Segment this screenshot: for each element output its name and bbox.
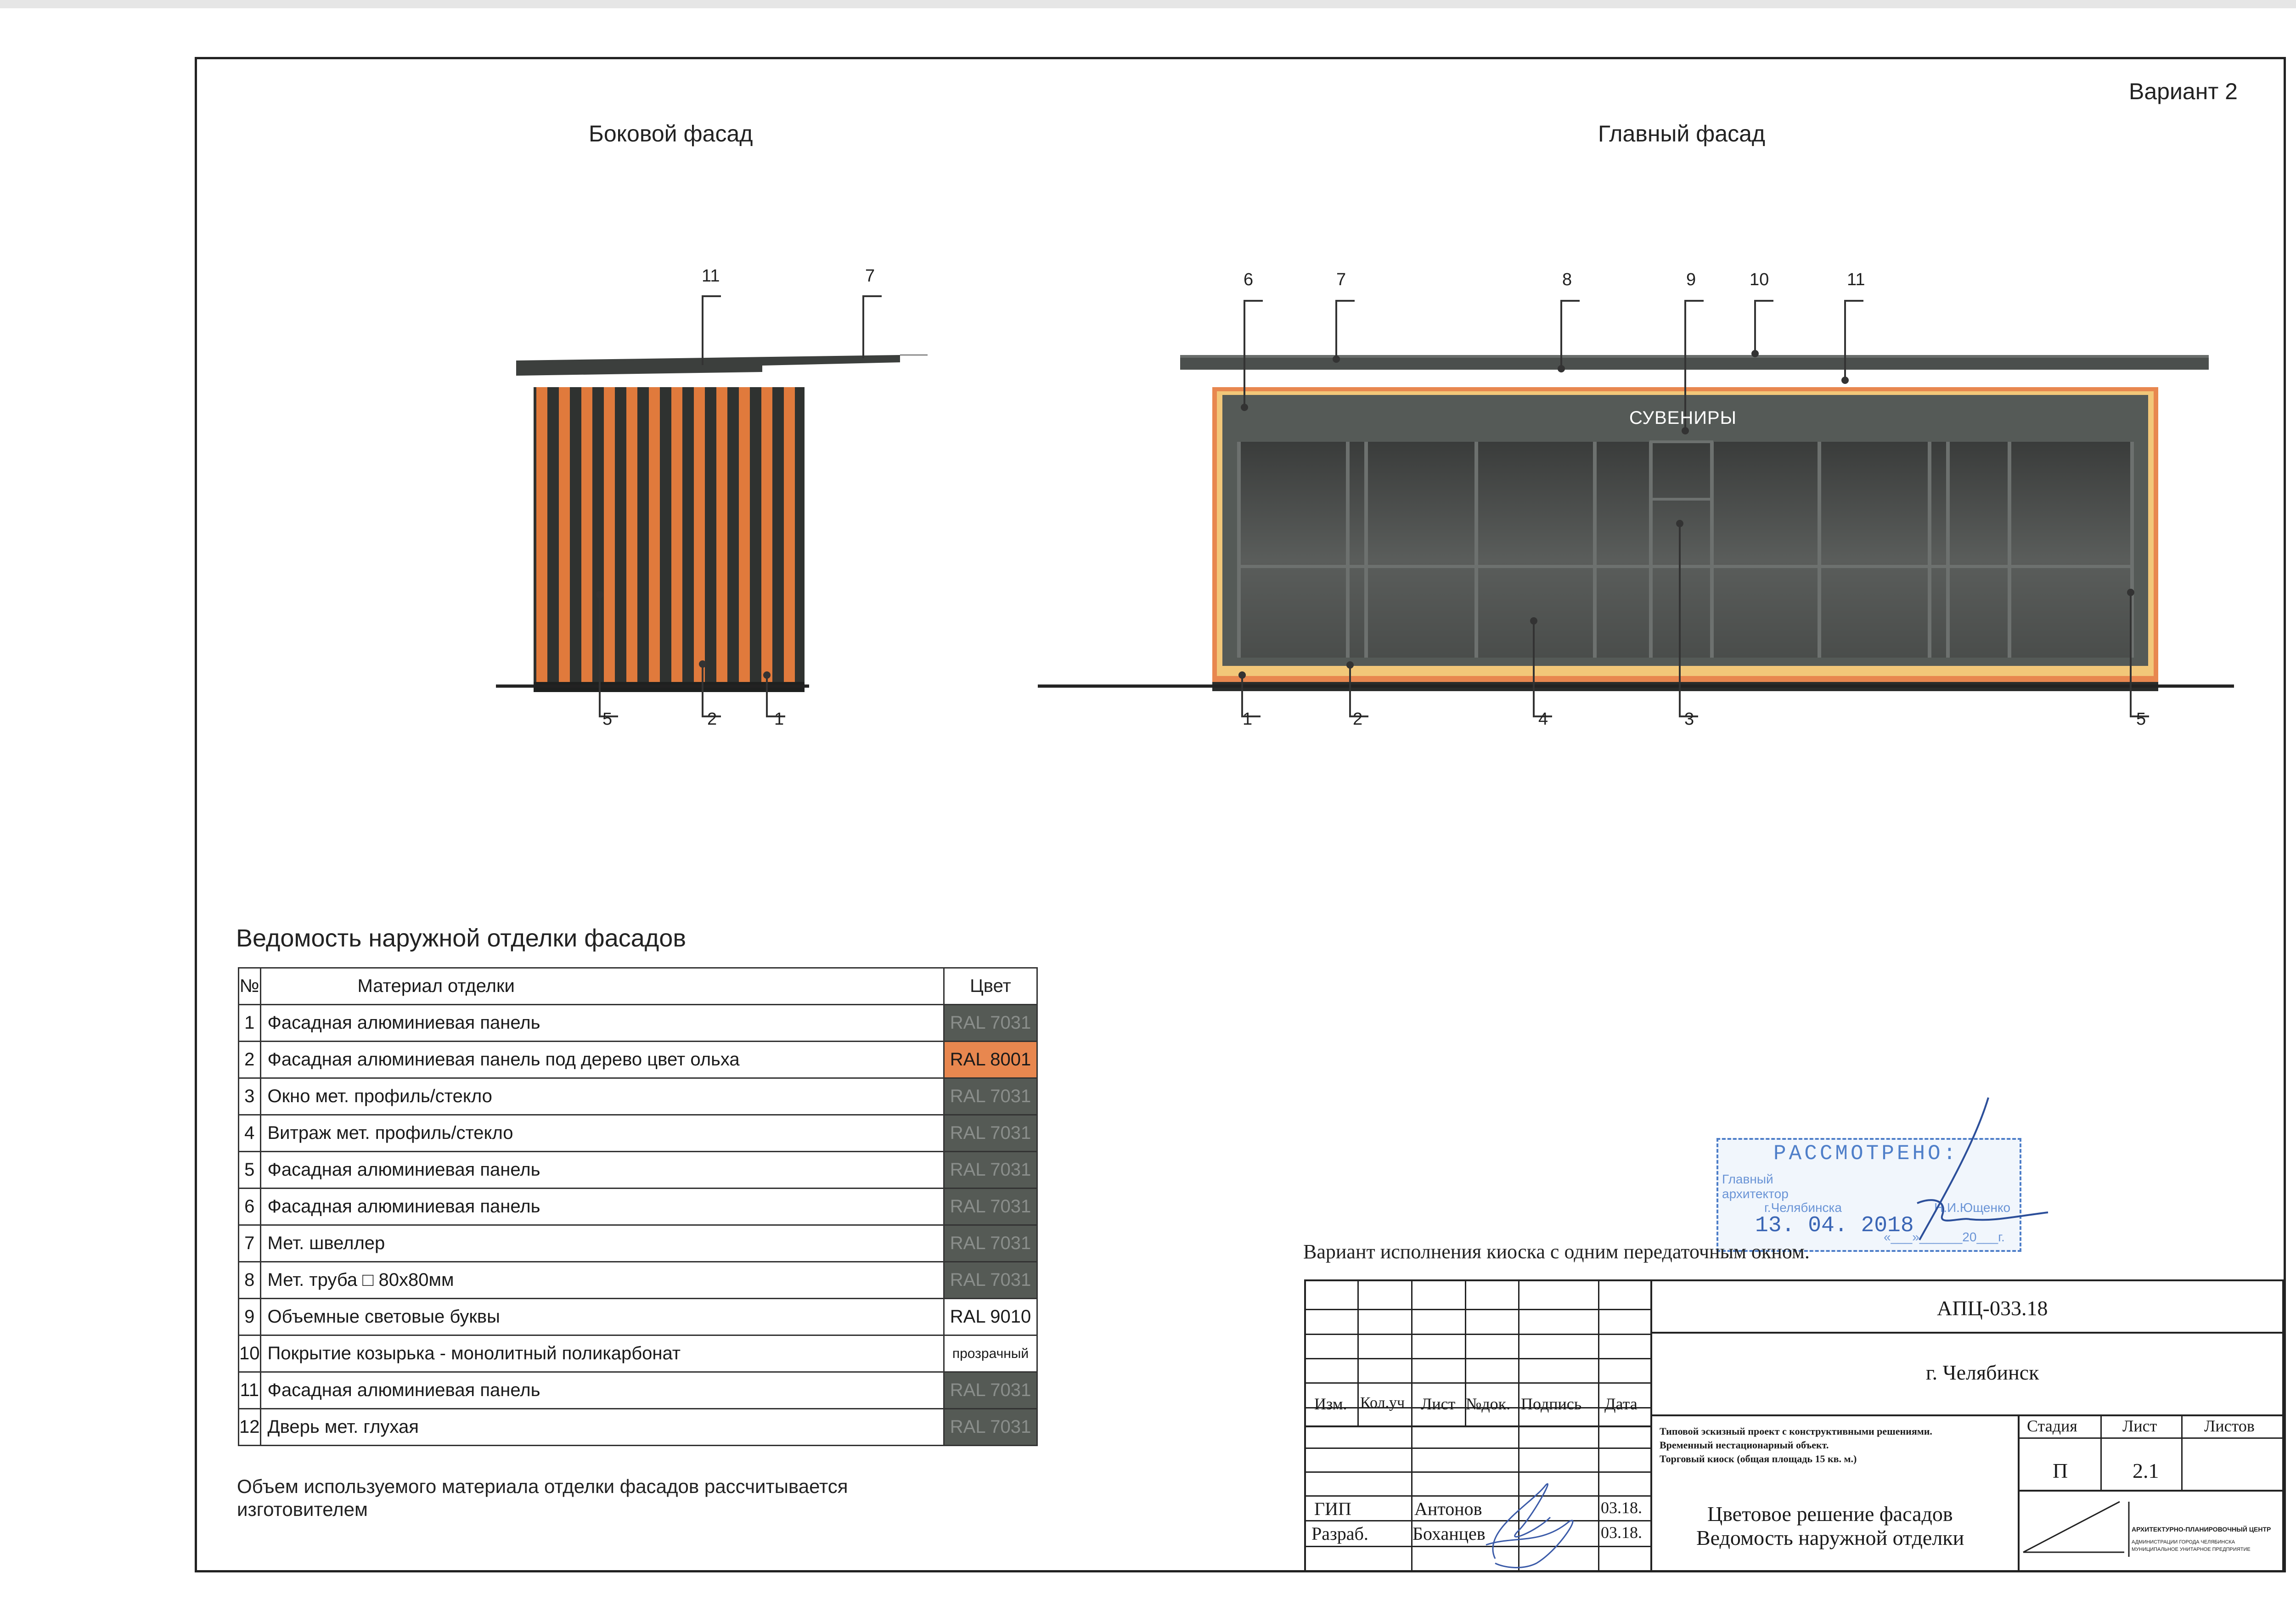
date-razrab: 03.18. [1601,1523,1642,1542]
stamp-line1: Главный [1722,1172,1773,1186]
main-callout-2: 2 [1353,710,1363,729]
schedule-row-material: Фасадная алюминиевая панель [260,1372,944,1409]
stamp-name: Н.И.Ющенко [1934,1200,2011,1215]
stage-value: П [2053,1459,2068,1482]
schedule-row-color: RAL 9010 [944,1299,1037,1335]
schedule-row-material: Фасадная алюминиевая панель [260,1005,944,1042]
wood-slat [536,387,547,682]
schedule-row-no: 4 [239,1115,261,1152]
schedule-row-no: 12 [239,1409,261,1446]
side-facade-drawing [487,257,955,744]
schedule-row [239,1115,1037,1152]
main-glazing [1239,442,2132,658]
schedule-row-no: 3 [239,1078,261,1115]
stamp-line2: архитектор [1722,1187,1789,1201]
schedule-row [239,1409,1037,1446]
side-callout-11: 11 [702,266,720,286]
sheet-value: 2.1 [2133,1459,2159,1482]
schedule-row [239,1299,1037,1335]
schedule-row [239,1078,1037,1115]
stamp-date: 13. 04. 2018 [1755,1213,1914,1238]
schedule-row [239,1225,1037,1262]
side-callout-2: 2 [707,710,717,729]
stage-label: Стадия [2027,1417,2077,1435]
org-name: АРХИТЕКТУРНО-ПЛАНИРОВОЧНЫЙ ЦЕНТР [2132,1526,2271,1533]
stamp-date-blank: «___»______20___г. [1884,1230,2005,1244]
schedule-row-color: RAL 7031 [944,1078,1037,1115]
schedule-row [239,1189,1037,1225]
schedule-row-material: Фасадная алюминиевая панель [260,1189,944,1225]
schedule-header-color: Цвет [944,968,1037,1005]
wood-slat [716,387,727,682]
title-block-code: АПЦ-033.18 [1937,1296,2048,1320]
main-callout-7: 7 [1336,270,1346,289]
schedule-row-color: RAL 7031 [944,1225,1037,1262]
schedule-row [239,1372,1037,1409]
schedule-row-material: Объемные световые буквы [260,1299,944,1335]
schedule-row-material: Мет. труба □ 80х80мм [260,1262,944,1299]
schedule-title: Ведомость наружной отделки фасадов [236,924,687,952]
side-callout-7: 7 [865,266,875,286]
schedule-row-no: 9 [239,1299,261,1335]
col-header-list: Лист [1421,1395,1456,1413]
stamp-title: РАССМОТРЕНО: [1773,1142,1959,1166]
schedule-row-color: RAL 7031 [944,1189,1037,1225]
main-callout-9: 9 [1686,270,1696,289]
sheets-label: Листов [2204,1417,2255,1435]
schedule-row-color: RAL 7031 [944,1005,1037,1042]
mullion [1593,442,1597,658]
schedule-row-no: 11 [239,1372,261,1409]
col-header-data: Дата [1604,1395,1638,1413]
schedule-header-no: № [239,968,261,1005]
schedule-row-no: 6 [239,1189,261,1225]
sheet-label: Лист [2122,1417,2157,1435]
engineer-signatures [1477,1476,1605,1572]
schedule-row-material: Витраж мет. профиль/стекло [260,1115,944,1152]
sheet-title-1: Цветовое решение фасадов [1707,1502,1953,1526]
side-facade-title: Боковой фасад [589,121,753,146]
schedule-row-color: RAL 8001 [944,1042,1037,1078]
wood-slat [739,387,750,682]
mullion [1237,442,1241,658]
sheet-title-2: Ведомость наружной отделки [1696,1526,1964,1549]
main-facade-title: Главный фасад [1598,121,1766,146]
org-sub-1: АДМИНИСТРАЦИИ ГОРОДА ЧЕЛЯБИНСКА [2132,1539,2235,1545]
mullion [1346,442,1350,658]
side-callout-1: 1 [774,710,784,729]
schedule-row-material: Фасадная алюминиевая панель [260,1152,944,1189]
schedule-row-no: 7 [239,1225,261,1262]
wood-slat [671,387,682,682]
wood-slat [761,387,772,682]
schedule-row-no: 10 [239,1335,261,1372]
schedule-row [239,1152,1037,1189]
schedule-note: Объем используемого материала отделки фасадов рассчитывается изготовителем [237,1476,848,1520]
project-desc-1: Типовой эскизный проект с конструктивными решениями. [1660,1425,1932,1437]
org-logo-icon [2019,1497,2138,1561]
col-header-kolutch: Кол.уч [1360,1394,1405,1411]
wood-slat [559,387,570,682]
wood-slat [694,387,705,682]
schedule-row [239,1262,1037,1299]
wood-slat [581,387,592,682]
org-sub-2: МУНИЦИПАЛЬНОЕ УНИТАРНОЕ ПРЕДПРИЯТИЕ [2132,1547,2251,1552]
schedule-row-material: Покрытие козырька - монолитный поликарбонат [260,1335,944,1372]
schedule-row-color: RAL 7031 [944,1409,1037,1446]
wood-slat [649,387,660,682]
schedule-row-no: 8 [239,1262,261,1299]
schedule-row-material: Окно мет. профиль/стекло [260,1078,944,1115]
schedule-header-material: Материал отделки [260,968,944,1005]
schedule-row-color: прозрачный [944,1335,1037,1372]
mullion [1928,442,1931,658]
scan-top-edge [0,0,2296,8]
main-callout-11: 11 [1847,270,1865,289]
schedule-row-color: RAL 7031 [944,1152,1037,1189]
col-header-podpis: Подпись [1521,1395,1582,1413]
col-header-ndok: №док. [1466,1395,1511,1413]
sign-lettering: СУВЕНИРЫ [1629,408,1737,428]
title-block-city: г. Челябинск [1926,1361,2039,1384]
mullion [1364,442,1368,658]
project-desc-3: Торговый киоск (общая площадь 15 кв. м.) [1660,1453,1857,1465]
schedule-row-material: Фасадная алюминиевая панель под дерево цвет ольха [260,1042,944,1078]
schedule-row-no: 5 [239,1152,261,1189]
main-callout-1: 1 [1243,710,1253,729]
schedule-table [238,967,1038,1446]
date-gip: 03.18. [1601,1498,1642,1517]
mullion [1474,442,1478,658]
col-header-izm: Изм. [1314,1395,1347,1413]
main-callout-4: 4 [1538,710,1548,729]
approval-signature [1874,1088,2076,1254]
project-desc-2: Временный нестационарный объект. [1660,1439,1829,1451]
side-callout-5: 5 [602,710,613,729]
transom [1239,565,2132,568]
main-callout-8: 8 [1562,270,1572,289]
schedule-row-color: RAL 7031 [944,1372,1037,1409]
schedule-row-material: Мет. швеллер [260,1225,944,1262]
main-callout-10: 10 [1750,270,1769,289]
wood-slat [784,387,795,682]
schedule-body [239,1005,1037,1446]
wood-slat [626,387,637,682]
schedule-row [239,1335,1037,1372]
name-gip: Антонов [1414,1498,1482,1519]
mullion [1946,442,1950,658]
role-razrab: Разраб. [1311,1523,1368,1544]
side-roof [516,355,900,376]
mullion [1818,442,1821,658]
schedule-row-no: 1 [239,1005,261,1042]
name-razrab: Боханцев [1412,1523,1486,1544]
schedule-row-no: 2 [239,1042,261,1078]
schedule-row-material: Дверь мет. глухая [260,1409,944,1446]
schedule-header-row [239,968,1037,1005]
mullion [2008,442,2011,658]
schedule-row-color: RAL 7031 [944,1262,1037,1299]
main-callout-6: 6 [1244,270,1254,289]
main-callout-3: 3 [1684,710,1694,729]
variant-caption: Вариант исполнения киоска с одним передаточным окном. [1303,1240,1810,1263]
stamp-line3: г.Челябинска [1764,1200,1842,1215]
schedule-row-color: RAL 7031 [944,1115,1037,1152]
role-gip: ГИП [1314,1498,1351,1519]
main-callout-5: 5 [2136,710,2146,729]
schedule-row [239,1005,1037,1042]
schedule-row [239,1042,1037,1078]
variant-label: Вариант 2 [2129,79,2238,104]
wood-slat [604,387,615,682]
main-facade-drawing [1029,257,2241,744]
